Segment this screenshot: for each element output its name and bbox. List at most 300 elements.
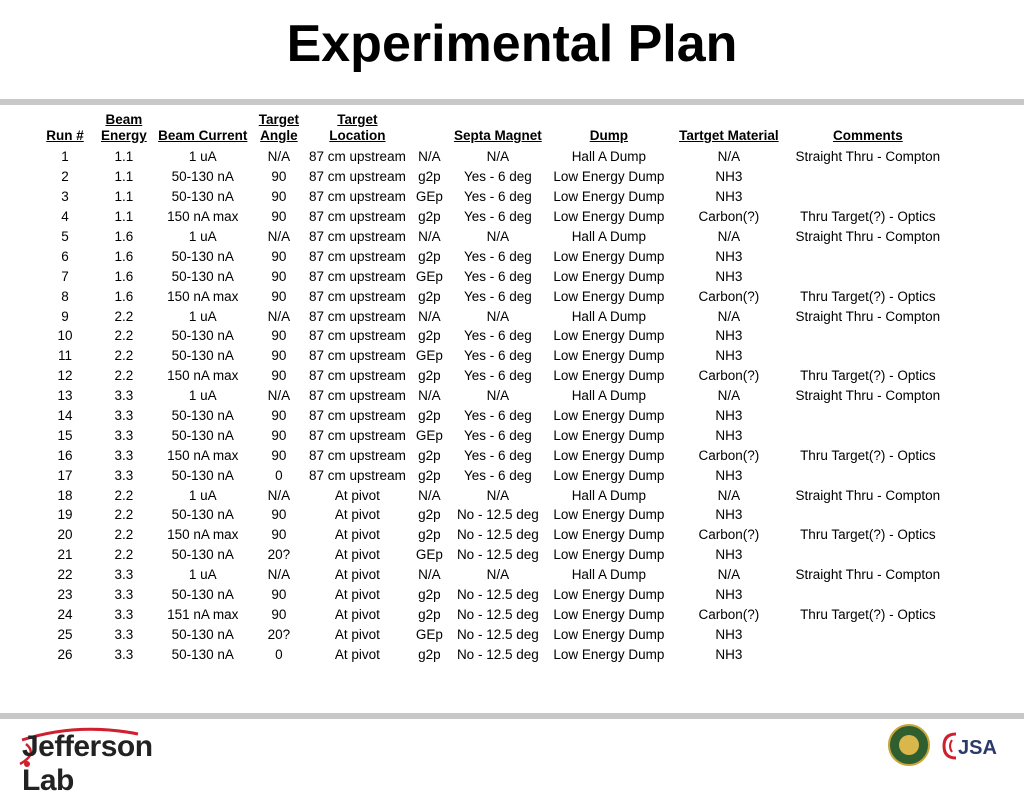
- cell-target-material: N/A: [717, 487, 741, 503]
- cell-run: 26: [57, 646, 73, 662]
- cell-beam-energy: 2.2: [114, 368, 134, 384]
- cell-target-type: g2p: [418, 209, 441, 225]
- cell-dump: Hall A Dump: [571, 487, 646, 503]
- table-row: [34, 286, 948, 306]
- cell-beam-energy: 2.2: [114, 507, 134, 523]
- cell-target-material: NH3: [715, 408, 743, 424]
- cell-target-material: N/A: [717, 388, 741, 404]
- cell-target-location: 87 cm upstream: [309, 388, 406, 404]
- cell-run: 3: [61, 189, 69, 205]
- table-row: [34, 565, 948, 585]
- table-row: [34, 366, 948, 386]
- cell-run: 11: [57, 348, 72, 364]
- cell-target-material: Carbon(?): [698, 288, 760, 304]
- cell-target-type: N/A: [418, 388, 441, 404]
- cell-dump: Low Energy Dump: [553, 288, 665, 304]
- cell-beam-energy: 1.6: [114, 229, 134, 244]
- cell-beam-current: 1 uA: [188, 229, 217, 244]
- cell-target-location: 87 cm upstream: [309, 348, 406, 364]
- header-target-material: Tartget Material: [679, 128, 779, 143]
- cell-dump: Low Energy Dump: [553, 248, 665, 264]
- header-target-location: Target Location: [329, 112, 386, 143]
- cell-beam-current: 50-130 nA: [171, 268, 234, 284]
- cell-target-location: 87 cm upstream: [309, 248, 406, 264]
- cell-target-angle: 90: [271, 368, 287, 384]
- cell-target-type: g2p: [418, 328, 441, 344]
- cell-beam-current: 50-130 nA: [171, 587, 234, 603]
- cell-beam-energy: 3.3: [114, 567, 134, 583]
- cell-target-type: GEp: [415, 427, 443, 443]
- cell-target-material: NH3: [715, 587, 743, 603]
- cell-beam-current: 151 nA max: [167, 606, 239, 622]
- cell-beam-energy: 1.1: [114, 149, 134, 165]
- cell-comments: [788, 624, 948, 644]
- cell-beam-energy: 3.3: [114, 408, 134, 424]
- cell-beam-current: 50-130 nA: [171, 169, 234, 185]
- cell-septa-magnet: N/A: [486, 487, 510, 503]
- cell-target-angle: 90: [271, 527, 287, 543]
- cell-run: 4: [61, 209, 69, 225]
- header-target-type: [411, 112, 448, 147]
- cell-septa-magnet: N/A: [486, 388, 510, 404]
- cell-septa-magnet: N/A: [486, 229, 510, 244]
- cell-dump: Low Energy Dump: [553, 169, 665, 185]
- cell-beam-energy: 1.6: [114, 248, 134, 264]
- cell-target-angle: 90: [271, 587, 287, 603]
- cell-comments: Thru Target(?) - Optics: [800, 447, 936, 463]
- cell-target-material: Carbon(?): [698, 368, 760, 384]
- cell-target-angle: 0: [275, 646, 283, 662]
- cell-beam-current: 50-130 nA: [171, 328, 234, 344]
- cell-dump: Low Energy Dump: [553, 328, 665, 344]
- cell-comments: [788, 346, 948, 366]
- cell-septa-magnet: No - 12.5 deg: [456, 527, 539, 543]
- cell-target-angle: 90: [271, 606, 287, 622]
- cell-target-type: g2p: [418, 606, 441, 622]
- cell-septa-magnet: Yes - 6 deg: [463, 288, 532, 304]
- doe-seal-icon: [888, 724, 930, 766]
- cell-target-location: 87 cm upstream: [309, 467, 406, 483]
- cell-target-angle: 90: [271, 427, 287, 443]
- cell-septa-magnet: N/A: [486, 567, 510, 583]
- cell-beam-energy: 1.1: [114, 189, 134, 205]
- cell-run: 1: [61, 149, 69, 165]
- cell-target-material: Carbon(?): [698, 606, 760, 622]
- cell-dump: Hall A Dump: [571, 149, 646, 165]
- cell-target-type: g2p: [418, 169, 441, 185]
- cell-target-material: N/A: [717, 229, 741, 244]
- table-row: [34, 306, 948, 326]
- cell-target-type: g2p: [418, 467, 441, 483]
- cell-target-type: N/A: [418, 229, 441, 244]
- cell-septa-magnet: No - 12.5 deg: [456, 547, 539, 563]
- cell-run: 25: [57, 626, 73, 642]
- cell-target-material: NH3: [715, 467, 743, 483]
- header-beam-energy: Beam Energy: [101, 112, 147, 143]
- cell-dump: Low Energy Dump: [553, 447, 665, 463]
- cell-target-angle: 90: [271, 328, 287, 344]
- cell-target-material: Carbon(?): [698, 527, 760, 543]
- cell-target-location: 87 cm upstream: [309, 328, 406, 344]
- cell-septa-magnet: No - 12.5 deg: [456, 587, 539, 603]
- cell-septa-magnet: Yes - 6 deg: [463, 467, 532, 483]
- cell-comments: Thru Target(?) - Optics: [800, 288, 936, 304]
- cell-target-material: Carbon(?): [698, 447, 760, 463]
- table-row: [34, 505, 948, 525]
- page-title: Experimental Plan: [286, 15, 738, 73]
- cell-run: 9: [61, 308, 69, 324]
- cell-run: 7: [61, 268, 69, 284]
- header-septa-magnet: Septa Magnet: [453, 128, 542, 143]
- table-row: [34, 346, 948, 366]
- cell-comments: Straight Thru - Compton: [795, 388, 941, 404]
- cell-target-angle: 0: [275, 467, 283, 483]
- cell-beam-current: 1 uA: [188, 487, 217, 503]
- cell-run: 24: [57, 606, 73, 622]
- cell-beam-energy: 1.1: [114, 209, 134, 225]
- cell-target-location: 87 cm upstream: [309, 169, 406, 185]
- cell-beam-energy: 2.2: [114, 328, 134, 344]
- cell-dump: Low Energy Dump: [553, 606, 665, 622]
- cell-beam-energy: 3.3: [114, 447, 134, 463]
- table-row: [34, 525, 948, 545]
- cell-septa-magnet: No - 12.5 deg: [456, 606, 539, 622]
- cell-target-angle: 90: [271, 169, 287, 185]
- cell-beam-current: 50-130 nA: [171, 408, 234, 424]
- cell-run: 6: [61, 248, 69, 264]
- cell-target-angle: 90: [271, 288, 287, 304]
- cell-beam-current: 150 nA max: [167, 209, 239, 225]
- cell-dump: Low Energy Dump: [553, 209, 665, 225]
- cell-septa-magnet: Yes - 6 deg: [463, 348, 532, 364]
- cell-target-material: NH3: [715, 189, 743, 205]
- cell-target-location: 87 cm upstream: [309, 447, 406, 463]
- cell-target-location: 87 cm upstream: [309, 288, 406, 304]
- cell-beam-current: 150 nA max: [167, 527, 239, 543]
- table-row: [34, 227, 948, 247]
- cell-target-material: NH3: [715, 507, 743, 523]
- cell-dump: Low Energy Dump: [553, 527, 665, 543]
- cell-comments: [788, 266, 948, 286]
- cell-comments: Thru Target(?) - Optics: [800, 368, 936, 384]
- cell-septa-magnet: Yes - 6 deg: [463, 248, 532, 264]
- cell-septa-magnet: Yes - 6 deg: [463, 368, 532, 384]
- table-row: [34, 266, 948, 286]
- cell-target-type: g2p: [418, 368, 441, 384]
- cell-beam-energy: 2.2: [114, 527, 134, 543]
- cell-target-location: 87 cm upstream: [309, 427, 406, 443]
- cell-target-type: g2p: [418, 248, 441, 264]
- cell-comments: [788, 505, 948, 525]
- cell-dump: Low Energy Dump: [553, 507, 665, 523]
- cell-septa-magnet: Yes - 6 deg: [463, 328, 532, 344]
- cell-target-type: GEp: [415, 348, 443, 364]
- jsa-logo: [938, 726, 1000, 766]
- cell-target-type: g2p: [418, 646, 441, 662]
- cell-target-location: 87 cm upstream: [309, 408, 406, 424]
- jsa-logo-text: JSA: [958, 737, 997, 759]
- cell-target-material: NH3: [715, 427, 743, 443]
- cell-target-angle: 90: [271, 507, 287, 523]
- table-row: [34, 425, 948, 445]
- cell-target-material: NH3: [715, 169, 743, 185]
- cell-beam-current: 150 nA max: [167, 368, 239, 384]
- cell-run: 21: [57, 547, 73, 563]
- cell-run: 15: [57, 427, 73, 443]
- cell-target-type: GEp: [415, 547, 443, 563]
- cell-beam-energy: 3.3: [114, 606, 134, 622]
- cell-beam-current: 50-130 nA: [171, 626, 234, 642]
- table-row: [34, 246, 948, 266]
- cell-target-location: At pivot: [334, 626, 380, 642]
- cell-target-type: GEp: [415, 268, 443, 284]
- cell-dump: Hall A Dump: [571, 308, 646, 324]
- cell-target-location: At pivot: [334, 487, 380, 503]
- cell-target-angle: 90: [271, 348, 287, 364]
- cell-target-material: NH3: [715, 268, 743, 284]
- cell-beam-current: 50-130 nA: [171, 348, 234, 364]
- cell-beam-current: 150 nA max: [167, 447, 239, 463]
- cell-comments: Straight Thru - Compton: [795, 308, 941, 324]
- cell-run: 14: [57, 408, 73, 424]
- cell-target-type: g2p: [418, 587, 441, 603]
- cell-comments: [788, 585, 948, 605]
- cell-target-angle: 90: [271, 209, 287, 225]
- cell-target-type: N/A: [418, 308, 441, 324]
- table-row: [34, 147, 948, 167]
- cell-beam-current: 1 uA: [188, 149, 217, 165]
- cell-target-angle: 90: [271, 447, 287, 463]
- cell-target-angle: N/A: [267, 567, 291, 583]
- cell-dump: Low Energy Dump: [553, 268, 665, 284]
- header-beam-current: Beam Current: [158, 128, 248, 143]
- cell-target-type: g2p: [418, 527, 441, 543]
- cell-run: 12: [57, 368, 73, 384]
- cell-beam-energy: 1.6: [114, 288, 134, 304]
- cell-target-material: NH3: [715, 646, 743, 662]
- cell-septa-magnet: No - 12.5 deg: [456, 626, 539, 642]
- cell-dump: Low Energy Dump: [553, 408, 665, 424]
- cell-septa-magnet: N/A: [486, 149, 510, 165]
- table-row: [34, 167, 948, 187]
- cell-comments: [788, 465, 948, 485]
- cell-target-type: N/A: [418, 487, 441, 503]
- cell-comments: [788, 644, 948, 664]
- cell-dump: Low Energy Dump: [553, 626, 665, 642]
- cell-beam-energy: 2.2: [114, 487, 134, 503]
- cell-beam-current: 1 uA: [188, 308, 217, 324]
- cell-comments: [788, 187, 948, 207]
- cell-run: 2: [61, 169, 69, 185]
- cell-target-type: N/A: [418, 149, 441, 165]
- cell-target-material: NH3: [715, 328, 743, 344]
- cell-beam-energy: 3.3: [114, 587, 134, 603]
- cell-beam-current: 50-130 nA: [171, 467, 234, 483]
- cell-beam-energy: 2.2: [114, 308, 134, 324]
- cell-septa-magnet: Yes - 6 deg: [463, 408, 532, 424]
- cell-target-location: 87 cm upstream: [309, 368, 406, 384]
- cell-beam-energy: 2.2: [114, 348, 134, 364]
- cell-target-location: At pivot: [334, 547, 380, 563]
- table-row: [34, 644, 948, 664]
- cell-target-location: At pivot: [334, 587, 380, 603]
- table-row: [34, 406, 948, 426]
- cell-septa-magnet: Yes - 6 deg: [463, 209, 532, 225]
- cell-comments: [788, 406, 948, 426]
- cell-dump: Low Energy Dump: [553, 646, 665, 662]
- cell-target-material: Carbon(?): [698, 209, 760, 225]
- cell-target-location: 87 cm upstream: [309, 209, 406, 225]
- cell-target-angle: 90: [271, 268, 287, 284]
- cell-comments: [788, 167, 948, 187]
- cell-target-type: g2p: [418, 408, 441, 424]
- cell-dump: Low Energy Dump: [553, 368, 665, 384]
- cell-dump: Low Energy Dump: [553, 427, 665, 443]
- cell-target-location: At pivot: [334, 646, 380, 662]
- cell-beam-energy: 3.3: [114, 467, 134, 483]
- cell-septa-magnet: No - 12.5 deg: [456, 507, 539, 523]
- cell-target-type: N/A: [418, 567, 441, 583]
- cell-target-type: g2p: [418, 507, 441, 523]
- cell-beam-energy: 2.2: [114, 547, 134, 563]
- cell-target-location: 87 cm upstream: [309, 149, 406, 165]
- cell-comments: [788, 425, 948, 445]
- cell-dump: Hall A Dump: [571, 567, 646, 583]
- table-row: [34, 386, 948, 406]
- cell-dump: Low Energy Dump: [553, 547, 665, 563]
- cell-target-angle: 20?: [267, 547, 291, 563]
- cell-comments: Straight Thru - Compton: [795, 487, 941, 503]
- cell-beam-current: 50-130 nA: [171, 427, 234, 443]
- cell-septa-magnet: Yes - 6 deg: [463, 169, 532, 185]
- table-row: [34, 445, 948, 465]
- cell-comments: [788, 545, 948, 565]
- cell-target-type: GEp: [415, 626, 443, 642]
- cell-dump: Hall A Dump: [571, 229, 646, 244]
- cell-target-material: NH3: [715, 248, 743, 264]
- cell-septa-magnet: Yes - 6 deg: [463, 189, 532, 205]
- cell-dump: Hall A Dump: [571, 388, 646, 404]
- table-row: [34, 207, 948, 227]
- table-row: [34, 465, 948, 485]
- top-divider: [0, 99, 1024, 105]
- table-row: [34, 187, 948, 207]
- cell-run: 10: [57, 328, 73, 344]
- table-row: [34, 485, 948, 505]
- table-row: [34, 585, 948, 605]
- cell-beam-energy: 3.3: [114, 388, 134, 404]
- cell-target-angle: N/A: [267, 149, 291, 165]
- cell-target-material: N/A: [717, 308, 741, 324]
- cell-run: 22: [57, 567, 73, 583]
- cell-target-location: 87 cm upstream: [309, 308, 406, 324]
- cell-comments: Thru Target(?) - Optics: [800, 606, 936, 622]
- cell-septa-magnet: Yes - 6 deg: [463, 447, 532, 463]
- cell-septa-magnet: Yes - 6 deg: [463, 427, 532, 443]
- header-comments: Comments: [832, 128, 903, 143]
- cell-target-material: N/A: [717, 567, 741, 583]
- cell-target-location: 87 cm upstream: [309, 189, 406, 205]
- cell-target-material: N/A: [717, 149, 741, 165]
- cell-target-location: 87 cm upstream: [309, 268, 406, 284]
- cell-beam-current: 1 uA: [188, 388, 217, 404]
- cell-run: 23: [57, 587, 73, 603]
- cell-dump: Low Energy Dump: [553, 348, 665, 364]
- cell-target-location: 87 cm upstream: [309, 229, 406, 244]
- cell-target-angle: 90: [271, 189, 287, 205]
- cell-run: 13: [57, 388, 73, 404]
- cell-dump: Low Energy Dump: [553, 467, 665, 483]
- cell-beam-current: 50-130 nA: [171, 547, 234, 563]
- cell-dump: Low Energy Dump: [553, 189, 665, 205]
- cell-run: 8: [61, 288, 69, 304]
- cell-beam-energy: 1.1: [114, 169, 134, 185]
- cell-beam-current: 50-130 nA: [171, 189, 234, 205]
- cell-target-material: NH3: [715, 348, 743, 364]
- cell-beam-current: 50-130 nA: [171, 646, 234, 662]
- cell-run: 16: [57, 447, 73, 463]
- cell-run: 5: [61, 229, 69, 244]
- jlab-logo-text: Jefferson Lab: [22, 730, 153, 797]
- cell-septa-magnet: Yes - 6 deg: [463, 268, 532, 284]
- jefferson-lab-logo: [18, 724, 198, 797]
- cell-run: 19: [57, 507, 73, 523]
- cell-target-type: g2p: [418, 288, 441, 304]
- table-row: [34, 326, 948, 346]
- table-row: [34, 604, 948, 624]
- cell-beam-current: 150 nA max: [167, 288, 239, 304]
- cell-septa-magnet: No - 12.5 deg: [456, 646, 539, 662]
- header-run: Run #: [46, 128, 84, 143]
- cell-comments: Thru Target(?) - Optics: [800, 527, 936, 543]
- table-row: [34, 545, 948, 565]
- cell-target-angle: N/A: [267, 388, 291, 404]
- cell-target-angle: N/A: [267, 229, 291, 244]
- cell-run: 17: [57, 467, 73, 483]
- header-target-angle: Target Angle: [258, 112, 300, 143]
- bottom-divider: [0, 713, 1024, 719]
- cell-beam-current: 1 uA: [188, 567, 217, 583]
- table-header-row: [34, 112, 948, 147]
- experimental-plan-table: [34, 112, 948, 664]
- cell-run: 18: [57, 487, 73, 503]
- cell-target-location: At pivot: [334, 527, 380, 543]
- cell-target-angle: 90: [271, 408, 287, 424]
- cell-comments: Straight Thru - Compton: [795, 149, 941, 165]
- header-dump: Dump: [589, 128, 628, 143]
- cell-comments: [788, 326, 948, 346]
- cell-comments: Straight Thru - Compton: [795, 567, 941, 583]
- cell-beam-energy: 3.3: [114, 646, 134, 662]
- cell-target-location: At pivot: [334, 507, 380, 523]
- cell-target-location: At pivot: [334, 606, 380, 622]
- cell-run: 20: [57, 527, 73, 543]
- cell-comments: Straight Thru - Compton: [795, 229, 941, 244]
- cell-target-location: At pivot: [334, 567, 380, 583]
- cell-beam-current: 50-130 nA: [171, 248, 234, 264]
- cell-target-angle: 20?: [267, 626, 291, 642]
- cell-beam-energy: 1.6: [114, 268, 134, 284]
- table-body: [34, 147, 948, 664]
- cell-septa-magnet: N/A: [486, 308, 510, 324]
- table-row: [34, 624, 948, 644]
- cell-target-angle: N/A: [267, 487, 291, 503]
- cell-beam-current: 50-130 nA: [171, 507, 234, 523]
- cell-target-type: GEp: [415, 189, 443, 205]
- cell-beam-energy: 3.3: [114, 626, 134, 642]
- cell-comments: [788, 246, 948, 266]
- cell-dump: Low Energy Dump: [553, 587, 665, 603]
